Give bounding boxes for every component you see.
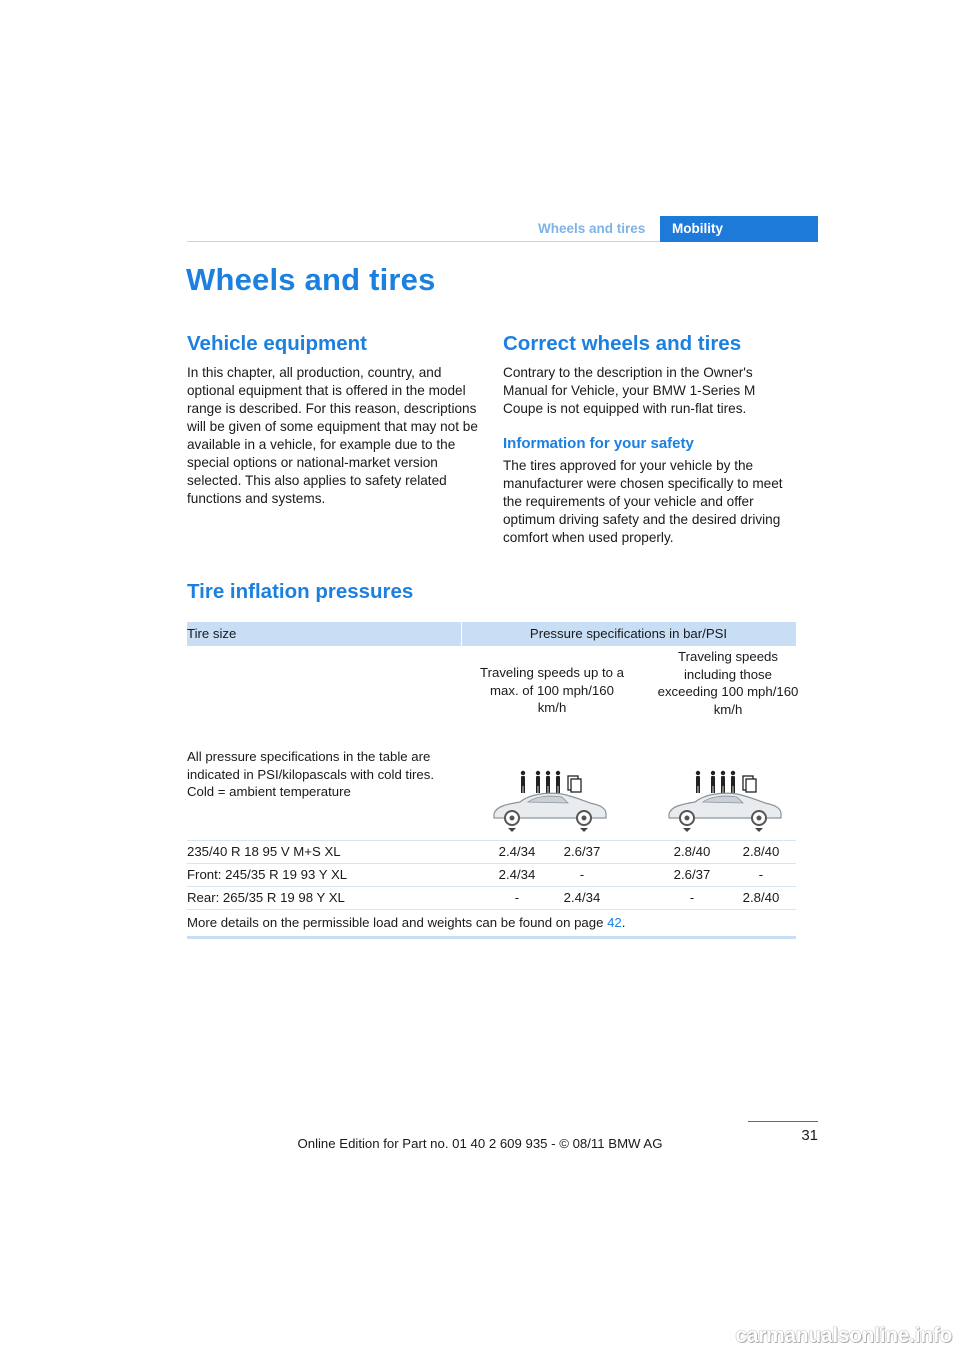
pressure-cell: - (758, 867, 764, 882)
pressure-cell: 2.4/34 (563, 890, 601, 905)
speed-high-label: Traveling speeds including those exceeding 100 mph/160 km/h (657, 649, 799, 717)
col-pressure: Pressure specifications in bar/PSI (529, 626, 728, 641)
pressure-cell: - (514, 890, 520, 905)
page-42-link[interactable]: 42 (607, 915, 622, 930)
table-footnote-row (187, 910, 796, 936)
pressure-cell: - (579, 867, 585, 882)
table-footnote (187, 915, 625, 930)
safety-info-heading: Information for your safety (503, 435, 694, 452)
table-bottom-rule (187, 936, 796, 939)
watermark[interactable]: carmanualsonline.info (735, 1324, 952, 1347)
header-tab[interactable]: Mobility (660, 216, 818, 242)
load-icons-row (187, 742, 796, 841)
col-tire-size: Tire size (187, 626, 237, 641)
page-title: Wheels and tires (186, 262, 436, 297)
pressure-cell: 2.8/40 (673, 844, 711, 859)
speed-header-row (187, 646, 799, 742)
pressure-cell: 2.6/37 (673, 867, 711, 882)
correct-wheels-heading: Correct wheels and tires (503, 332, 742, 355)
pressure-cell: 2.4/34 (498, 867, 536, 882)
pressure-table (187, 622, 799, 939)
online-edition-footer: Online Edition for Part no. 01 40 2 609 935 - © 08/11 BMW AG (297, 1136, 663, 1151)
table-row (187, 841, 796, 864)
tire-size-cell: Front: 245/35 R 19 93 Y XL (187, 867, 348, 882)
footnote-end: . (621, 915, 626, 930)
correct-wheels-text: Contrary to the description in the Owner's Manual for Vehicle, your BMW 1-Series M Coupe is not equipped with run-flat tires. (503, 365, 756, 416)
inflation-heading: Tire inflation pressures (187, 580, 414, 603)
car-partial-load-icon (490, 770, 612, 832)
vehicle-equipment-text: In this chapter, all production, country, and optional equipment that is offered in the model range is described. For this reason, descriptions will be given of some equipment that may not be available in a vehicle, for example due to the special options or national-market version selected. This also applies to safety related functions and systems. (187, 365, 478, 506)
table-row (187, 864, 796, 887)
vehicle-equipment-heading: Vehicle equipment (187, 332, 367, 355)
tire-size-cell: 235/40 R 18 95 V M+S XL (187, 844, 341, 859)
pressure-cell: 2.8/40 (742, 890, 780, 905)
pressure-cell: 2.8/40 (742, 844, 780, 859)
table-row (187, 887, 796, 910)
pressure-cell: 2.6/37 (563, 844, 601, 859)
table-header (187, 622, 796, 646)
pressure-cell: 2.4/34 (498, 844, 536, 859)
cold-tire-note: All pressure specifications in the table are indicated in PSI/kilopascals with cold tires. Cold = ambient temperature (187, 749, 435, 799)
page-number: 31 (801, 1127, 818, 1144)
footnote-text: More details on the permissible load and weights can be found on page (187, 915, 608, 930)
pressure-cell: - (689, 890, 695, 905)
page-number-rule (748, 1121, 818, 1122)
speed-low-label: Traveling speeds up to a max. of 100 mph/160 km/h (480, 665, 624, 715)
car-full-load-icon (665, 770, 787, 832)
safety-info-text: The tires approved for your vehicle by the manufacturer were chosen specifically to meet the requirements of your vehicle and offer optimum driving safety and the desired driving comfort when used properly. (503, 458, 783, 545)
tire-size-cell: Rear: 265/35 R 19 98 Y XL (187, 890, 345, 905)
header-chapter: Wheels and tires (538, 221, 646, 236)
